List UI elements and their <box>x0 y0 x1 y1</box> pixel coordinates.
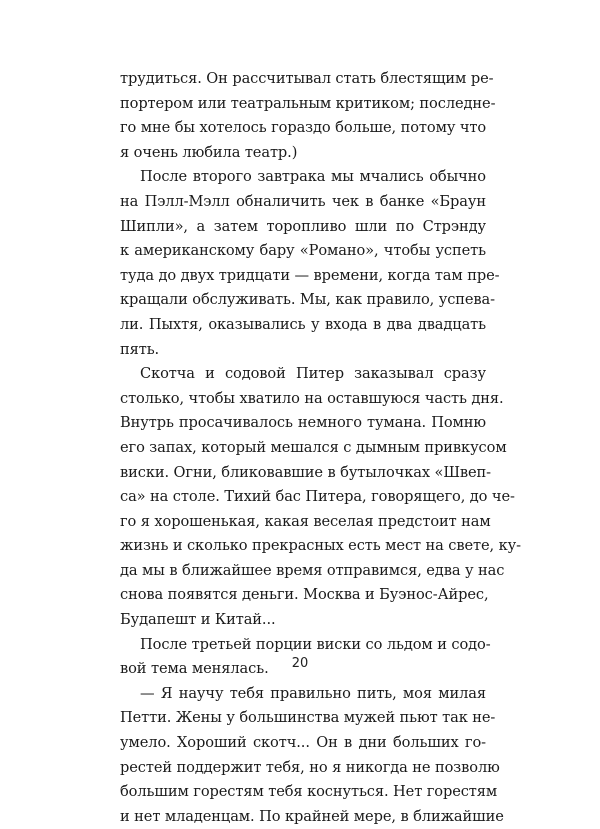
text-line: трудиться. Он рассчитывал стать блестящим ре- <box>120 70 494 87</box>
text-line: виски. Огни, бликовавшие в бутылочках «Швеп- <box>120 463 491 481</box>
text-line: Внутрь просачивалось немного тумана. Помню <box>120 414 486 432</box>
text-line: вой тема менялась. <box>120 660 269 678</box>
text-line: го мне бы хотелось гораздо больше, потому что <box>120 119 487 137</box>
text-line: ли. Пыхтя, оказывались у входа в два двадцать <box>120 315 486 333</box>
text-line: жизнь и сколько прекрасных есть мест на свете, ку- <box>120 537 521 555</box>
page-number: 20 <box>291 656 309 671</box>
text-line: к американскому бару «Романо», чтобы успеть <box>120 242 486 260</box>
body-text <box>120 67 521 829</box>
text-line: столько, чтобы хватило на оставшуюся часть дня. <box>120 389 504 407</box>
text-line: После второго завтрака мы мчались обычно <box>140 168 486 186</box>
text-line: на Пэлл-Мэлл обналичить чек в банке «Браун <box>120 192 486 210</box>
text-line: рестей поддержит тебя, но я никогда не позволю <box>120 758 500 776</box>
text-line: са» на столе. Тихий бас Питера, говорящего, до че- <box>120 488 515 506</box>
text-line: снова появятся деньги. Москва и Буэнос-Айрес, <box>120 586 489 604</box>
text-line: Будапешт и Китай... <box>120 611 276 629</box>
text-line: Петти. Жены у большинства мужей пьют так не- <box>120 709 496 727</box>
text-line: пять. <box>120 340 160 358</box>
text-line: — Я научу тебя правильно пить, моя милая <box>140 684 486 702</box>
text-line: кращали обслуживать. Мы, как правило, успева- <box>120 291 495 309</box>
text-line: портером или театральным критиком; последне- <box>120 94 496 112</box>
text-line: большим горестям тебя коснуться. Нет горестям <box>120 783 498 801</box>
text-line: да мы в ближайшее время отправимся, едва у нас <box>120 561 505 579</box>
text-line: умело. Хороший скотч... Он в дни больших го- <box>120 734 486 752</box>
text-line: Шипли», а затем торопливо шли по Стрэнду <box>120 217 486 235</box>
text-line: го я хорошенькая, какая веселая предстоит нам <box>120 512 491 530</box>
text-line: я очень любила театр.) <box>120 143 298 161</box>
text-line: Скотча и содовой Питер заказывал сразу <box>140 365 486 383</box>
text-line: туда до двух тридцати — времени, когда там пре- <box>120 266 500 284</box>
text-line: После третьей порции виски со льдом и содо- <box>140 635 491 653</box>
text-line: его запах, который мешался с дымным привкусом <box>120 438 507 456</box>
text-line: и нет младенцам. По крайней мере, в ближайшие <box>120 807 504 825</box>
